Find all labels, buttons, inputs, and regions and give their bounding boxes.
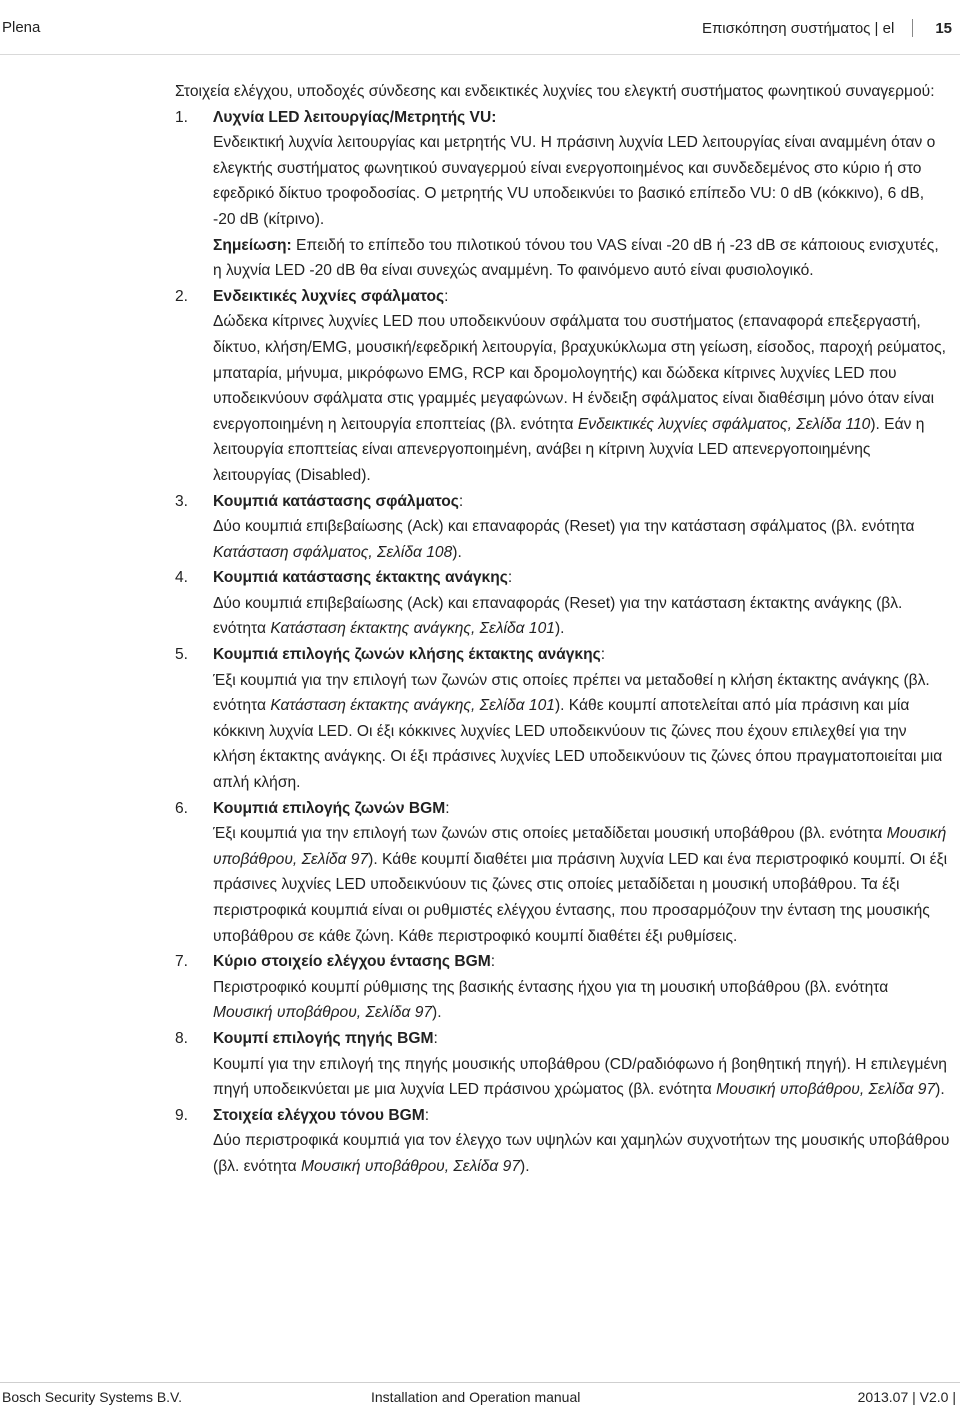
- cross-reference-link[interactable]: Ενδεικτικές λυχνίες σφάλματος, Σελίδα 110: [577, 415, 871, 433]
- main-content: [175, 79, 960, 1180]
- list-item: [175, 642, 960, 796]
- footer-version: 2013.07 | V2.0 |: [857, 1389, 956, 1405]
- item-number: 4.: [175, 569, 189, 587]
- item-title-line: Κουμπιά κατάστασης έκτακτης ανάγκης:: [213, 569, 513, 587]
- item-title: Κουμπιά επιλογής ζωνών κλήσης έκτακτης ανάγκης: [213, 646, 601, 664]
- item-body: Δύο περιστροφικά κουμπιά για τον έλεγχο των υψηλών και χαμηλών συχνοτήτων της μουσικής υποβάθρου (βλ. ενότητα Μουσική υποβάθρου, Σελίδα 97).: [213, 1132, 950, 1175]
- item-title: Κουμπί επιλογής πηγής BGM: [213, 1029, 434, 1047]
- item-body: Περιστροφικό κουμπί ρύθμισης της βασικής έντασης ήχου για τη μουσική υποβάθρου (βλ. ενότητα Μουσική υποβάθρου, Σελίδα 97).: [213, 978, 889, 1022]
- cross-reference-link[interactable]: Μουσική υποβάθρου, Σελίδα 97: [716, 1081, 936, 1099]
- item-number: 3.: [175, 492, 189, 510]
- item-title: Λυχνία LED λειτουργίας/Μετρητής VU:: [213, 108, 497, 126]
- header-separator: |: [870, 19, 883, 37]
- footer-company: Bosch Security Systems B.V.: [2, 1389, 182, 1405]
- item-number: 6.: [175, 799, 189, 817]
- cross-reference-link[interactable]: Κατάσταση σφάλματος, Σελίδα 108: [213, 543, 453, 561]
- list-item: [175, 949, 960, 1026]
- item-title: Κύριο στοιχείο ελέγχου έντασης BGM: [213, 953, 491, 971]
- page-number: 15: [935, 19, 952, 37]
- item-number: 2.: [175, 287, 189, 305]
- item-title-line: Κύριο στοιχείο ελέγχου έντασης BGM:: [213, 953, 496, 971]
- list-item: [175, 489, 960, 566]
- header-language: el: [882, 19, 895, 37]
- list-item: [175, 105, 960, 284]
- item-body: Δώδεκα κίτρινες λυχνίες LED που υποδεικνύουν σφάλματα του συστήματος (επαναφορά επεξεργαστή, δίκτυο, κλήση/EMG, μουσική/εφεδρική λειτουργία, βραχυκύκλωμα στη γείωση, είσοδος, παροχή ρεύματος, μπαταρία, μήνυμα, μικρόφωνο EMG, RCP και δρομολογητής) και δώδεκα κίτρινες λυχνίες LED που υποδεικνύουν σφάλματα στις γραμμές μεγαφώνων. Η ένδειξη σφάλματος είναι διαθέσιμη μόνο όταν είναι ενεργοποιημένη η λειτουργία εποπτείας (βλ. ενότητα Ενδεικτικές λυχνίες σφάλματος, Σελίδα 110). Εάν η λειτουργία εποπτείας είναι απενεργοποιημένη, ανάβει η κίτρινη λυχνία LED απενεργοποιημένης λειτουργίας (Disabled).: [213, 313, 946, 484]
- item-number: 9.: [175, 1106, 189, 1124]
- item-body: Δύο κουμπιά επιβεβαίωσης (Ack) και επαναφοράς (Reset) για την κατάσταση έκτακτης ανάγκης (βλ. ενότητα Κατάσταση έκτακτης ανάγκης, Σελίδα 101).: [213, 594, 903, 638]
- item-note: [213, 233, 960, 284]
- item-title-line: Κουμπί επιλογής πηγής BGM:: [213, 1029, 438, 1047]
- cross-reference-link[interactable]: Μουσική υποβάθρου, Σελίδα 97: [213, 825, 947, 868]
- list-item: [175, 1103, 960, 1180]
- cross-reference-link[interactable]: Μουσική υποβάθρου, Σελίδα 97: [213, 1004, 433, 1022]
- list-item: [175, 284, 960, 489]
- cross-reference-link[interactable]: Κατάσταση έκτακτης ανάγκης, Σελίδα 101: [270, 620, 555, 638]
- note-text: Επειδή το επίπεδο του πιλοτικού τόνου του VAS είναι -20 dB ή -23 dB σε κάποιους ενισχυτές, η λυχνία LED -20 dB θα είναι συνεχώς αναμμένη. Το φαινόμενο αυτό είναι φυσιολογικό.: [213, 236, 939, 280]
- item-title-line: Κουμπιά επιλογής ζωνών BGM:: [213, 799, 450, 817]
- header-product-name: Plena: [2, 19, 41, 36]
- item-title: Κουμπιά επιλογής ζωνών BGM: [213, 799, 446, 817]
- item-title-line: Ενδεικτικές λυχνίες σφάλματος:: [213, 287, 449, 305]
- header-divider: [912, 19, 913, 37]
- page-header: [0, 0, 960, 55]
- item-number: 5.: [175, 646, 189, 664]
- item-title: Κουμπιά κατάστασης έκτακτης ανάγκης: [213, 569, 508, 587]
- list-item: [175, 1026, 960, 1103]
- component-list: [175, 105, 960, 1180]
- cross-reference-link[interactable]: Μουσική υποβάθρου, Σελίδα 97: [300, 1157, 520, 1175]
- item-title-line: Κουμπιά επιλογής ζωνών κλήσης έκτακτης ανάγκης:: [213, 646, 606, 664]
- note-label: Σημείωση:: [213, 236, 292, 254]
- item-title: Ενδεικτικές λυχνίες σφάλματος: [213, 287, 445, 305]
- cross-reference-link[interactable]: Κατάσταση έκτακτης ανάγκης, Σελίδα 101: [270, 697, 555, 715]
- header-section-info: [702, 19, 952, 37]
- item-title-line: Στοιχεία ελέγχου τόνου BGM:: [213, 1106, 430, 1124]
- item-number: 1.: [175, 108, 189, 126]
- item-title: Στοιχεία ελέγχου τόνου BGM: [213, 1106, 425, 1124]
- list-item: [175, 565, 960, 642]
- list-item: [175, 796, 960, 950]
- item-number: 8.: [175, 1029, 189, 1047]
- header-section-title: Επισκόπηση συστήματος: [701, 19, 871, 37]
- item-title-line: Κουμπιά κατάστασης σφάλματος:: [213, 492, 464, 510]
- page-footer: [0, 1382, 960, 1406]
- intro-paragraph: Στοιχεία ελέγχου, υποδοχές σύνδεσης και ενδεικτικές λυχνίες του ελεγκτή συστήματος φωνητικού συναγερμού:: [175, 83, 935, 100]
- item-number: 7.: [175, 953, 189, 971]
- item-body: Έξι κουμπιά για την επιλογή των ζωνών στις οποίες μεταδίδεται μουσική υποβάθρου (βλ. ενότητα Μουσική υποβάθρου, Σελίδα 97). Κάθε κουμπί διαθέτει μια πράσινη λυχνία LED και ένα περιστροφικό κουμπί. Οι έξι πράσινες λυχνίες LED υποδεικνύουν τις ζώνες στις οποίες μεταδίδεται η μουσική υποβάθρου. Τα έξι περιστροφικά κουμπιά είναι οι ρυθμιστές ελέγχου έντασης, που προσαρμόζουν την ένταση της μουσικής υποβάθρου σε κάθε ζώνη. Κάθε περιστροφικό κουμπί διαθέτει έξι ρυθμίσεις.: [213, 825, 948, 945]
- item-body: Δύο κουμπιά επιβεβαίωσης (Ack) και επαναφοράς (Reset) για την κατάσταση σφάλματος (βλ. ενότητα Κατάσταση σφάλματος, Σελίδα 108).: [213, 518, 915, 561]
- footer-document-title: Installation and Operation manual: [371, 1389, 581, 1405]
- item-title: Κουμπιά κατάστασης σφάλματος: [213, 492, 459, 510]
- item-body: Κουμπί για την επιλογή της πηγής μουσικής υποβάθρου (CD/ραδιόφωνο ή βοηθητική πηγή). Η επιλεγμένη πηγή υποδεικνύεται με μια λυχνία LED πράσινου χρώματος (βλ. ενότητα Μουσική υποβάθρου, Σελίδα 97).: [213, 1055, 947, 1099]
- item-body: Έξι κουμπιά για την επιλογή των ζωνών στις οποίες πρέπει να μεταδοθεί η κλήση έκτακτης ανάγκης (βλ. ενότητα Κατάσταση έκτακτης ανάγκης, Σελίδα 101). Κάθε κουμπί αποτελείται από μία πράσινη και μία κόκκινη λυχνία LED. Οι έξι κόκκινες λυχνίες LED υποδεικνύουν τις ζώνες που έχουν επιλεχθεί για την κλήση έκτακτης ανάγκης. Οι έξι πράσινες λυχνίες LED υποδεικνύουν τις ζώνες όπου πραγματοποιείται μια απλή κλήση.: [213, 671, 943, 792]
- item-body: Ενδεικτική λυχνία λειτουργίας και μετρητής VU. Η πράσινη λυχνία LED λειτουργίας είναι αναμμένη όταν ο ελεγκτής συστήματος φωνητικού συναγερμού είναι ενεργοποιημένος και συνδεδεμένος στο κύριο ή στο εφεδρικό δίκτυο τροφοδοσίας. Ο μετρητής VU υποδεικνύει το βασικό επίπεδο VU: 0 dB (κόκκινο), 6 dB, -20 dB (κίτρινο).: [213, 134, 936, 228]
